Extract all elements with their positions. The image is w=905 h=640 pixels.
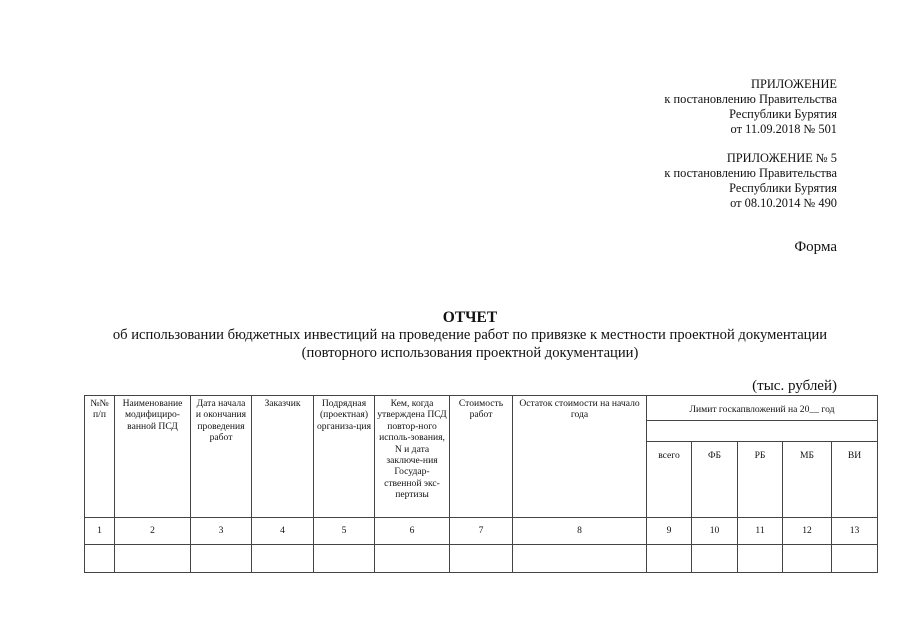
table-cell [783, 545, 832, 573]
approval-block-original [664, 151, 837, 211]
approval-line: от 08.10.2014 № 490 [730, 196, 837, 210]
column-number: 5 [314, 518, 375, 545]
approval-line: к постановлению Правительства [664, 166, 837, 180]
report-table [84, 395, 878, 573]
column-number: 11 [738, 518, 783, 545]
report-title: ОТЧЕТ [442, 309, 498, 326]
header-cost: Стоимость работ [450, 396, 513, 518]
table-cell [314, 545, 375, 573]
table-row [85, 545, 878, 573]
table-cell [692, 545, 738, 573]
column-number: 6 [375, 518, 450, 545]
column-number: 1 [85, 518, 115, 545]
table-cell [738, 545, 783, 573]
header-vi: ВИ [832, 442, 878, 518]
column-number: 4 [252, 518, 314, 545]
table-cell [375, 545, 450, 573]
approval-block-current [664, 77, 837, 137]
column-number: 10 [692, 518, 738, 545]
header-rb: РБ [738, 442, 783, 518]
table-cell [115, 545, 191, 573]
form-label: Форма [794, 239, 837, 255]
table-cell [513, 545, 647, 573]
header-dates: Дата начала и окончания проведения работ [191, 396, 252, 518]
column-number: 8 [513, 518, 647, 545]
header-name: Наименование модифициро-ванной ПСД [115, 396, 191, 518]
table-cell [450, 545, 513, 573]
column-number: 7 [450, 518, 513, 545]
approval-line: от 11.09.2018 № 501 [730, 122, 837, 136]
approval-line: к постановлению Правительства [664, 92, 837, 106]
table-cell [832, 545, 878, 573]
column-number: 12 [783, 518, 832, 545]
column-number: 9 [647, 518, 692, 545]
report-subtitle-2: (повторного использования проектной документации) [301, 345, 639, 361]
table-cell [85, 545, 115, 573]
header-limit: Лимит госкапвложений на 20__ год [647, 396, 878, 421]
header-remaining: Остаток стоимости на начало года [513, 396, 647, 518]
approval-line: Республики Бурятия [729, 181, 837, 195]
header-limit-spacer [647, 421, 878, 442]
header-approved: Кем, когда утверждена ПСД повтор-ного исполь-зования, N и дата заключе-ния Государ-ственной экс-пертизы [375, 396, 450, 518]
column-number: 13 [832, 518, 878, 545]
approval-line: ПРИЛОЖЕНИЕ [751, 77, 837, 91]
header-num: №№ п/п [85, 396, 115, 518]
approval-line: Республики Бурятия [729, 107, 837, 121]
table-cell [252, 545, 314, 573]
header-total: всего [647, 442, 692, 518]
column-number: 2 [115, 518, 191, 545]
header-mb: МБ [783, 442, 832, 518]
header-fb: ФБ [692, 442, 738, 518]
approval-line: ПРИЛОЖЕНИЕ № 5 [726, 151, 837, 165]
table-cell [647, 545, 692, 573]
units-label: (тыс. рублей) [752, 378, 837, 394]
table-cell [191, 545, 252, 573]
header-contractor: Подрядная (проектная) организа-ция [314, 396, 375, 518]
column-number: 3 [191, 518, 252, 545]
report-subtitle-1: об использовании бюджетных инвестиций на проведение работ по привязке к местности проектной документации [112, 327, 828, 343]
header-customer: Заказчик [252, 396, 314, 518]
